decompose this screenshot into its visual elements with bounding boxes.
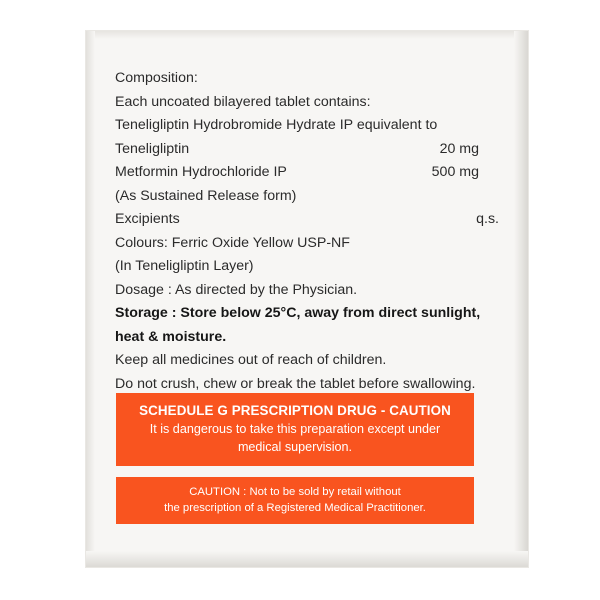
ingredient-1-strength: 20 mg bbox=[439, 140, 479, 157]
composition-subheading: Each uncoated bilayered tablet contains: bbox=[115, 93, 371, 110]
ingredient-2-strength: 500 mg bbox=[431, 164, 479, 180]
ingredient-1-name-line1: Teneligliptin Hydrobromide Hydrate IP equivalent to bbox=[115, 117, 438, 133]
excipients-row bbox=[115, 208, 503, 232]
retail-caution-line-2: the prescription of a Registered Medical Practitioner. bbox=[164, 502, 426, 514]
carton-right-edge bbox=[514, 31, 528, 567]
dosage-line: Dosage : As directed by the Physician. bbox=[115, 281, 358, 298]
schedule-g-title: SCHEDULE G PRESCRIPTION DRUG - CAUTION bbox=[139, 403, 451, 418]
ingredient-1-name-line2: Teneligliptin bbox=[115, 140, 190, 157]
excipients-label: Excipients bbox=[115, 211, 180, 227]
warning-line-1: Keep all medicines out of reach of children. bbox=[115, 352, 387, 368]
carton-text-block bbox=[115, 67, 503, 396]
warning-line-2: Do not crush, chew or break the tablet before swallowing. bbox=[115, 375, 476, 392]
colours-line-2: (In Teneligliptin Layer) bbox=[115, 258, 254, 274]
ingredient-2-name-line1: Metformin Hydrochloride IP bbox=[115, 164, 287, 180]
ingredient-2-name-line2: (As Sustained Release form) bbox=[115, 187, 297, 204]
carton-top-edge bbox=[86, 31, 528, 39]
medicine-carton-panel bbox=[86, 31, 528, 567]
schedule-g-warning-panel bbox=[116, 393, 474, 466]
carton-bottom-edge bbox=[86, 551, 528, 567]
retail-caution-panel bbox=[116, 477, 474, 524]
retail-caution-line-1: CAUTION : Not to be sold by retail without bbox=[189, 486, 401, 498]
schedule-g-subline-1: It is dangerous to take this preparation except under bbox=[149, 422, 441, 436]
schedule-g-subline-2: medical supervision. bbox=[237, 440, 353, 454]
ingredient-2-row bbox=[115, 161, 503, 185]
carton-left-edge bbox=[86, 31, 95, 567]
composition-heading: Composition: bbox=[115, 70, 198, 86]
colours-line-1: Colours: Ferric Oxide Yellow USP-NF bbox=[115, 234, 350, 251]
excipients-value: q.s. bbox=[476, 211, 499, 227]
storage-line-2: heat & moisture. bbox=[115, 328, 227, 345]
ingredient-1-row bbox=[115, 138, 503, 162]
storage-line-1: Storage : Store below 25°C, away from direct sunlight, bbox=[115, 305, 481, 321]
